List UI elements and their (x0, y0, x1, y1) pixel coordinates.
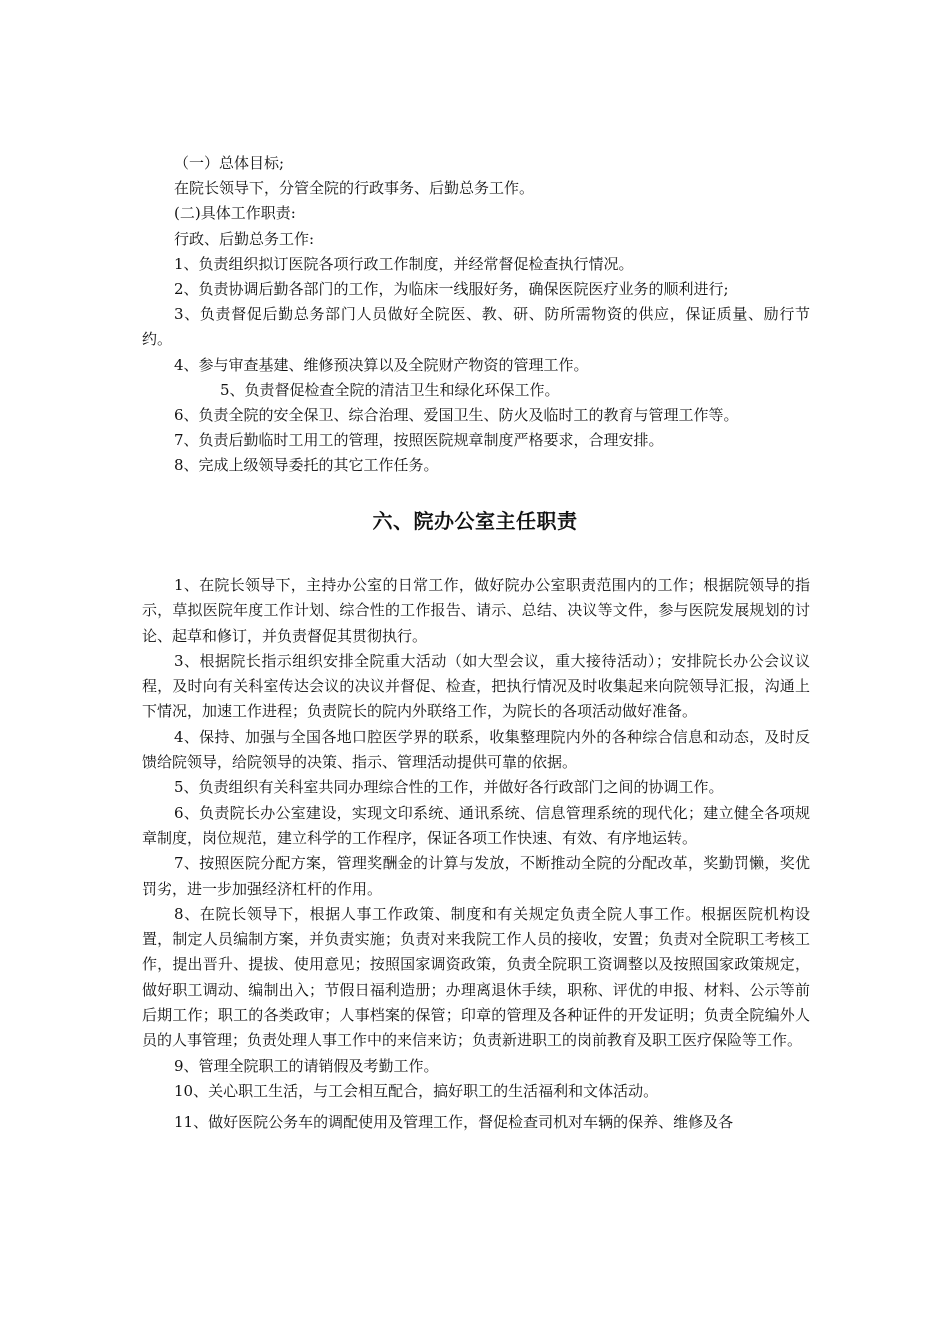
list-item: 11、做好医院公务车的调配使用及管理工作，督促检查司机对车辆的保养、维修及各 (174, 1113, 734, 1132)
list-item: 8、完成上级领导委托的其它工作任务。 (174, 456, 439, 475)
list-item: 3、负责督促后勤总务部门人员做好全院医、教、研、防所需物资的供应，保证质量、励行节约。 (142, 305, 810, 349)
list-item: 1、在院长领导下，主持办公室的日常工作，做好院办公室职责范围内的工作；根据院领导的指示，草拟医院年度工作计划、综合性的工作报告、请示、总结、决议等文件，参与医院发展规划的讨论、起草和修订，并负责督促其贯彻执行。 (142, 576, 810, 645)
section-heading: 六、院办公室主任职责 (372, 509, 578, 533)
list-item: 7、按照医院分配方案，管理奖酬金的计算与发放，不断推动全院的分配改革，奖勤罚懒，奖优罚劣，进一步加强经济杠杆的作用。 (142, 854, 810, 898)
list-item: 2、负责协调后勤各部门的工作，为临床一线服好务，确保医院医疗业务的顺利进行; (174, 280, 729, 299)
office-director-duties-section (142, 573, 810, 1136)
vice-president-duties-section (142, 151, 810, 479)
list-item: 1、负责组织拟订医院各项行政工作制度，并经常督促检查执行情况。 (174, 254, 634, 273)
list-item: 4、参与审查基建、维修预决算以及全院财产物资的管理工作。 (174, 355, 589, 374)
paragraph: 行政、后勤总务工作: (174, 229, 315, 248)
list-item: 8、在院长领导下，根据人事工作政策、制度和有关规定负责全院人事工作。根据医院机构设置，制定人员编制方案，并负责实施；负责对来我院工作人员的接收，安置；负责对全院职工考核工作，提出晋升、提拔、使用意见；按照国家调资政策，负责全院职工资调整以及按照国家政策规定，做好职工调动、编制出入；节假日福利造册；办理离退休手续，职称、评优的申报、材料、公示等前后期工作；职工的各类政审；人事档案的保管；印章的管理及各种证件的开发证明；负责全院编外人员的人事管理；负责处理人事工作中的来信来访；负责新进职工的岗前教育及职工医疗保险等工作。 (142, 904, 810, 1050)
list-item: 5、负责组织有关科室共同办理综合性的工作，并做好各行政部门之间的协调工作。 (174, 778, 724, 797)
list-item: 5、负责督促检查全院的清洁卫生和绿化环保工作。 (220, 380, 560, 399)
paragraph-overall-goal: （一）总体目标; (174, 154, 285, 172)
list-item: 6、负责全院的安全保卫、综合治理、爱国卫生、防火及临时工的教育与管理工作等。 (174, 406, 739, 425)
list-item: 4、保持、加强与全国各地口腔医学界的联系，收集整理院内外的各种综合信息和动态，及时反馈给院领导，给院领导的决策、指示、管理活动提供可靠的依据。 (142, 727, 810, 772)
list-item: 9、管理全院职工的请销假及考勤工作。 (174, 1056, 439, 1075)
paragraph: 在院长领导下，分管全院的行政事务、后勤总务工作。 (174, 179, 535, 198)
list-item: 7、负责后勤临时工用工的管理，按照医院规章制度严格要求，合理安排。 (174, 431, 664, 450)
list-item: 6、负责院长办公室建设，实现文印系统、通讯系统、信息管理系统的现代化；建立健全各项规章制度，岗位规范，建立科学的工作程序，保证各项工作快速、有效、有序地运转。 (142, 803, 810, 847)
paragraph-specific-duties: (二)具体工作职责: (174, 204, 296, 223)
list-item: 3、根据院长指示组织安排全院重大活动（如大型会议，重大接待活动）；安排院长办公会议议程，及时向有关科室传达会议的决议并督促、检查，把执行情况及时收集起来向院领导汇报，沟通上下情况，加速工作进程；负责院长的院内外联络工作，为院长的各项活动做好准备。 (142, 651, 810, 721)
list-item: 10、关心职工生活，与工会相互配合，搞好职工的生活福利和文体活动。 (174, 1081, 659, 1100)
